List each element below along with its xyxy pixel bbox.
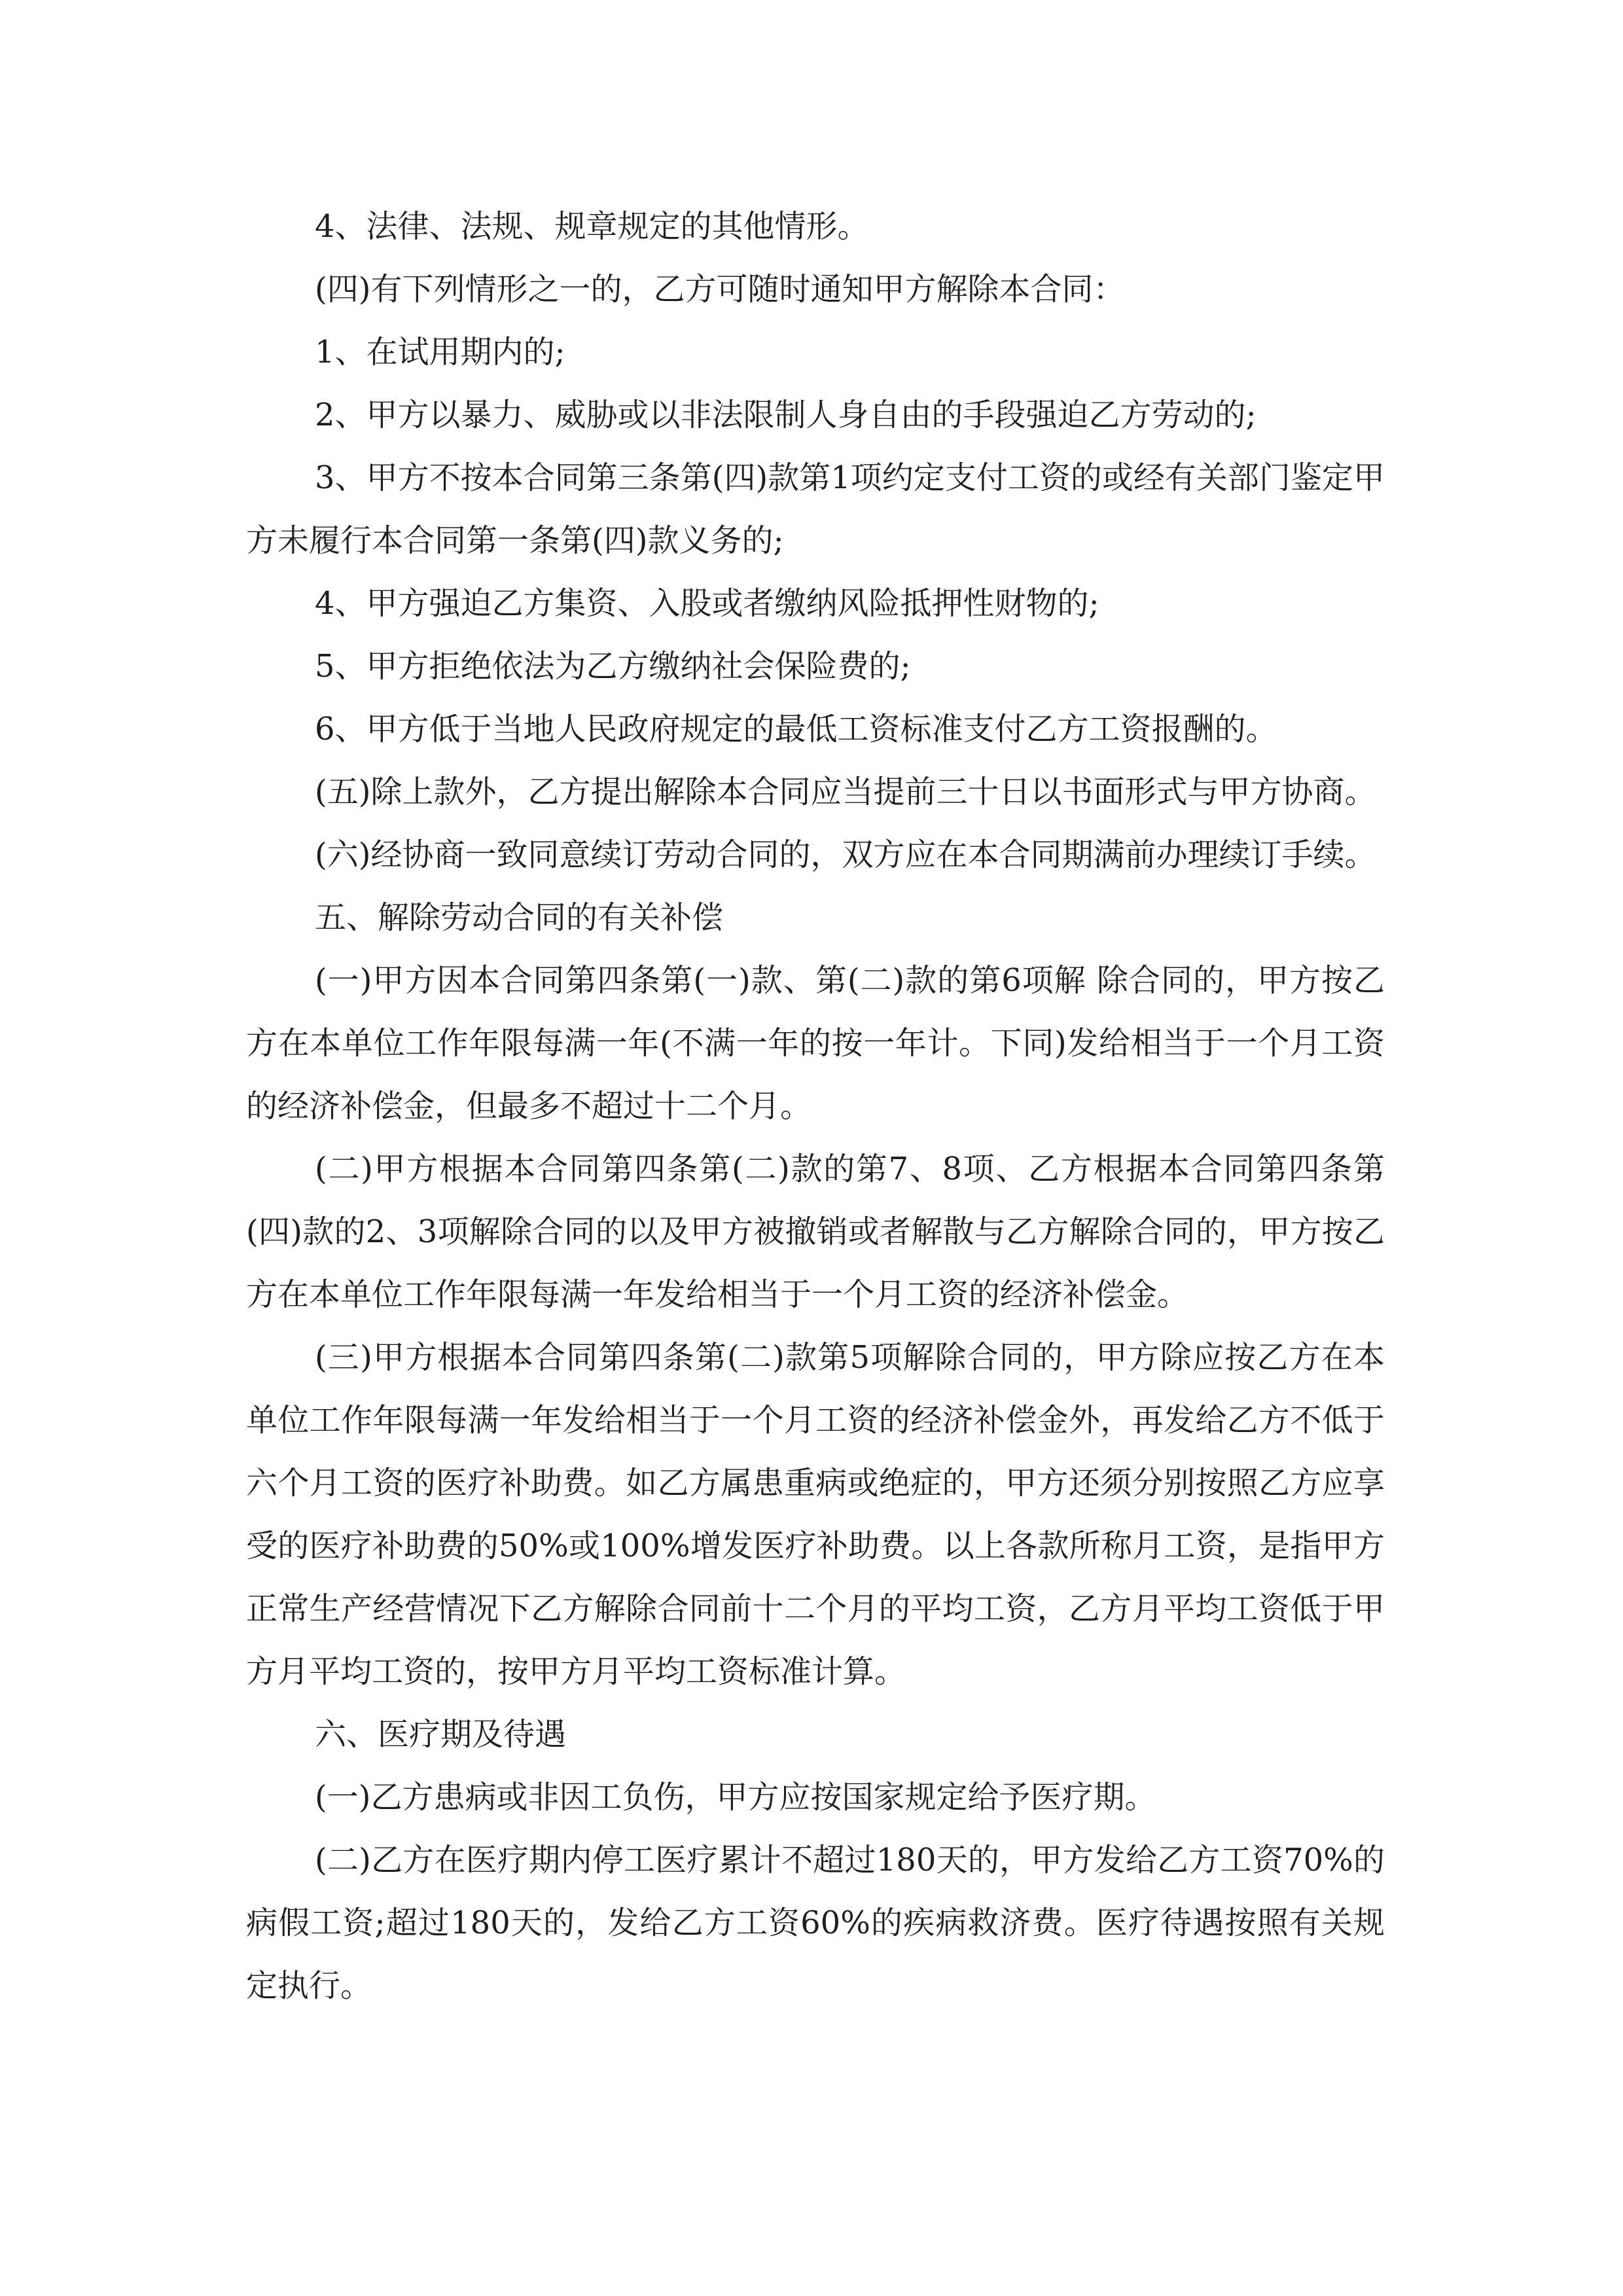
paragraph-subsection-6: (六)经协商一致同意续订劳动合同的，双方应在本合同期满前办理续订手续。	[315, 836, 1376, 873]
paragraph-compensation-2: (二)甲方根据本合同第四条第(二)款的第7、8项、乙方根据本合同第四条第(四)款的2、3项解除合同的以及甲方被撤销或者解散与乙方解除合同的，甲方按乙方在本单位工作年限每满一年发给相当于一个月工资的经济补偿金。	[246, 1151, 1385, 1313]
paragraph-item-6: 6、甲方低于当地人民政府规定的最低工资标准支付乙方工资报酬的。	[315, 711, 1277, 747]
paragraph-item-4: 4、甲方强迫乙方集资、入股或者缴纳风险抵押性财物的;	[315, 585, 1099, 622]
paragraph-medical-1: (一)乙方患病或非因工负伤，甲方应按国家规定给予医疗期。	[315, 1779, 1156, 1816]
paragraph-medical-2: (二)乙方在医疗期内停工医疗累计不超过180天的，甲方发给乙方工资70%的病假工资;超过180天的，发给乙方工资60%的疾病救济费。医疗待遇按照有关规定执行。	[246, 1842, 1385, 2004]
paragraph-clause-4-4: 4、法律、法规、规章规定的其他情形。	[315, 208, 869, 245]
paragraph-section-4-subsection-4: (四)有下列情形之一的，乙方可随时通知甲方解除本合同：	[315, 271, 1125, 308]
paragraph-item-3: 3、甲方不按本合同第三条第(四)款第1项约定支付工资的或经有关部门鉴定甲方未履行本合同第一条第(四)款义务的;	[246, 459, 1385, 559]
paragraph-item-2: 2、甲方以暴力、威胁或以非法限制人身自由的手段强迫乙方劳动的;	[315, 397, 1257, 433]
section-heading-6: 六、医疗期及待遇	[315, 1716, 567, 1753]
section-heading-5: 五、解除劳动合同的有关补偿	[315, 899, 724, 936]
paragraph-compensation-3: (三)甲方根据本合同第四条第(二)款第5项解除合同的，甲方除应按乙方在本单位工作年限每满一年发给相当于一个月工资的经济补偿金外，再发给乙方不低于六个月工资的医疗补助费。如乙方属患重病或绝症的，甲方还须分别按照乙方应享受的医疗补助费的50%或100%增发医疗补助费。以上各款所称月工资，是指甲方正常生产经营情况下乙方解除合同前十二个月的平均工资，乙方月平均工资低于甲方月平均工资的，按甲方月平均工资标准计算。	[246, 1339, 1385, 1690]
paragraph-subsection-5: (五)除上款外，乙方提出解除本合同应当提前三十日以书面形式与甲方协商。	[315, 774, 1376, 810]
paragraph-item-5: 5、甲方拒绝依法为乙方缴纳社会保险费的;	[315, 648, 911, 685]
document-body	[246, 195, 1385, 2017]
paragraph-item-1: 1、在试用期内的;	[315, 334, 565, 370]
paragraph-compensation-1: (一)甲方因本合同第四条第(一)款、第(二)款的第6项解 除合同的，甲方按乙方在本单位工作年限每满一年(不满一年的按一年计。下同)发给相当于一个月工资的经济补偿金，但最多不超过十二个月。	[246, 962, 1385, 1124]
